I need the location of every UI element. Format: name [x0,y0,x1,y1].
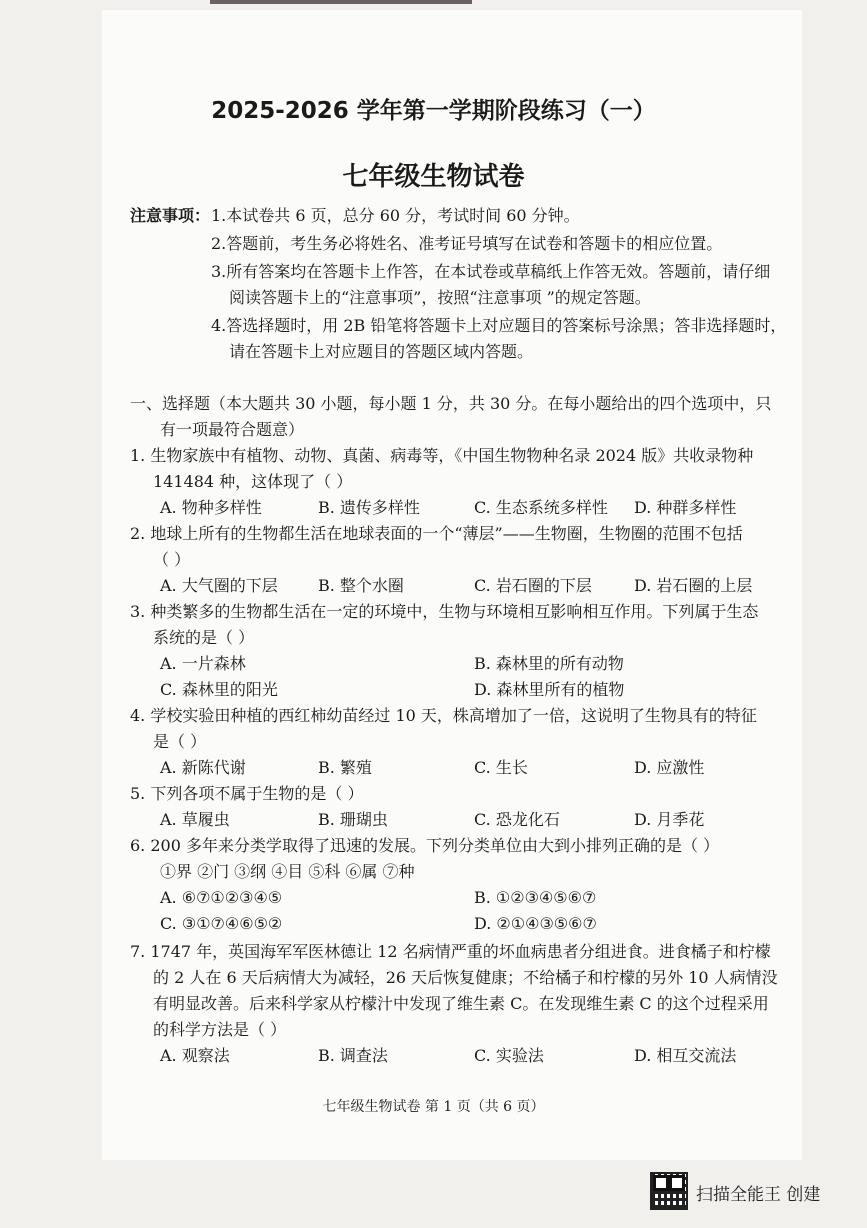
option-c: C. 生态系统多样性 [474,498,608,517]
notice-item: 阅读答题卡上的“注意事项”，按照“注意事项 ”的规定答题。 [229,288,651,307]
question-stem: ①界 ②门 ③纲 ④目 ⑤科 ⑥属 ⑦种 [160,862,415,881]
page-footer: 七年级生物试卷 第 1 页（共 6 页） [322,1099,545,1115]
question-stem: 系统的是（ ） [153,628,255,647]
exam-title: 2025-2026 学年第一学期阶段练习（一） [211,98,656,124]
section-heading: 一、选择题（本大题共 30 小题，每小题 1 分，共 30 分。在每小题给出的四个选项中，只 [130,394,772,413]
option-a: A. 一片森林 [160,654,246,673]
notice-item: 2.答题前，考生务必将姓名、准考证号填写在试卷和答题卡的相应位置。 [211,234,723,253]
section-heading-cont: 有一项最符合题意） [160,420,305,439]
scan-edge-bar [210,0,472,4]
question-stem: 的科学方法是（ ） [153,1020,287,1039]
notice-item: 1.本试卷共 6 页，总分 60 分，考试时间 60 分钟。 [211,206,580,225]
option-d: D. ②①④③⑤⑥⑦ [474,914,597,933]
scanner-watermark: 扫描全能王 创建 [696,1185,821,1205]
option-a: A. 物种多样性 [160,498,262,517]
option-b: B. 森林里的所有动物 [474,654,624,673]
question-stem: 5. 下列各项不属于生物的是（ ） [130,784,364,803]
qr-code-icon [650,1172,688,1210]
notice-label: 注意事项： [130,206,211,225]
question-stem: 是（ ） [153,732,207,751]
option-b: B. 繁殖 [318,758,372,777]
option-a: A. ⑥⑦①②③④⑤ [160,888,283,907]
notice-item: 4.答选择题时，用 2B 铅笔将答题卡上对应题目的答案标号涂黑；答非选择题时， [211,316,787,335]
question-stem: 7. 1747 年，英国海军军医林德让 12 名病情严重的坏血病患者分组进食。进食橘子和柠檬 [130,942,771,961]
notice-item: 3.所有答案均在答题卡上作答，在本试卷或草稿纸上作答无效。答题前，请仔细 [211,262,771,281]
option-c: C. 岩石圈的下层 [474,576,592,595]
option-d: D. 相互交流法 [634,1046,737,1065]
question-stem: 的 2 人在 6 天后病情大为减轻，26 天后恢复健康；不给橘子和柠檬的另外 10 人病情没 [153,968,778,987]
option-c: C. 实验法 [474,1046,544,1065]
option-d: D. 种群多样性 [634,498,737,517]
exam-subtitle: 七年级生物试卷 [342,162,525,192]
notice-item: 请在答题卡上对应题目的答题区域内答题。 [229,342,534,361]
option-d: D. 森林里所有的植物 [474,680,625,699]
option-c: C. 恐龙化石 [474,810,560,829]
question-stem: 141484 种，这体现了（ ） [153,472,353,491]
question-stem: 4. 学校实验田种植的西红柿幼苗经过 10 天，株高增加了一倍，这说明了生物具有的特征 [130,706,757,725]
option-b: B. ①②③④⑤⑥⑦ [474,888,597,907]
option-a: A. 新陈代谢 [160,758,246,777]
option-a: A. 大气圈的下层 [160,576,278,595]
question-stem: 2. 地球上所有的生物都生活在地球表面的一个“薄层”——生物圈，生物圈的范围不包括 [130,524,743,543]
option-d: D. 应激性 [634,758,705,777]
option-b: B. 调查法 [318,1046,388,1065]
option-b: B. 整个水圈 [318,576,404,595]
question-stem: （ ） [153,550,191,569]
option-c: C. 森林里的阳光 [160,680,278,699]
question-stem: 3. 种类繁多的生物都生活在一定的环境中，生物与环境相互影响相互作用。下列属于生态 [130,602,759,621]
question-stem: 6. 200 多年来分类学取得了迅速的发展。下列分类单位由大到小排列正确的是（ ） [130,836,720,855]
option-d: D. 岩石圈的上层 [634,576,753,595]
question-stem: 1. 生物家族中有植物、动物、真菌、病毒等，《中国生物物种名录 2024 版》共收录物种 [130,446,754,465]
question-stem: 有明显改善。后来科学家从柠檬汁中发现了维生素 C。在发现维生素 C 的这个过程采用 [153,994,769,1013]
option-a: A. 观察法 [160,1046,230,1065]
option-a: A. 草履虫 [160,810,230,829]
option-b: B. 遗传多样性 [318,498,420,517]
option-d: D. 月季花 [634,810,705,829]
option-b: B. 珊瑚虫 [318,810,388,829]
option-c: C. ③①⑦④⑥⑤② [160,914,283,933]
option-c: C. 生长 [474,758,528,777]
